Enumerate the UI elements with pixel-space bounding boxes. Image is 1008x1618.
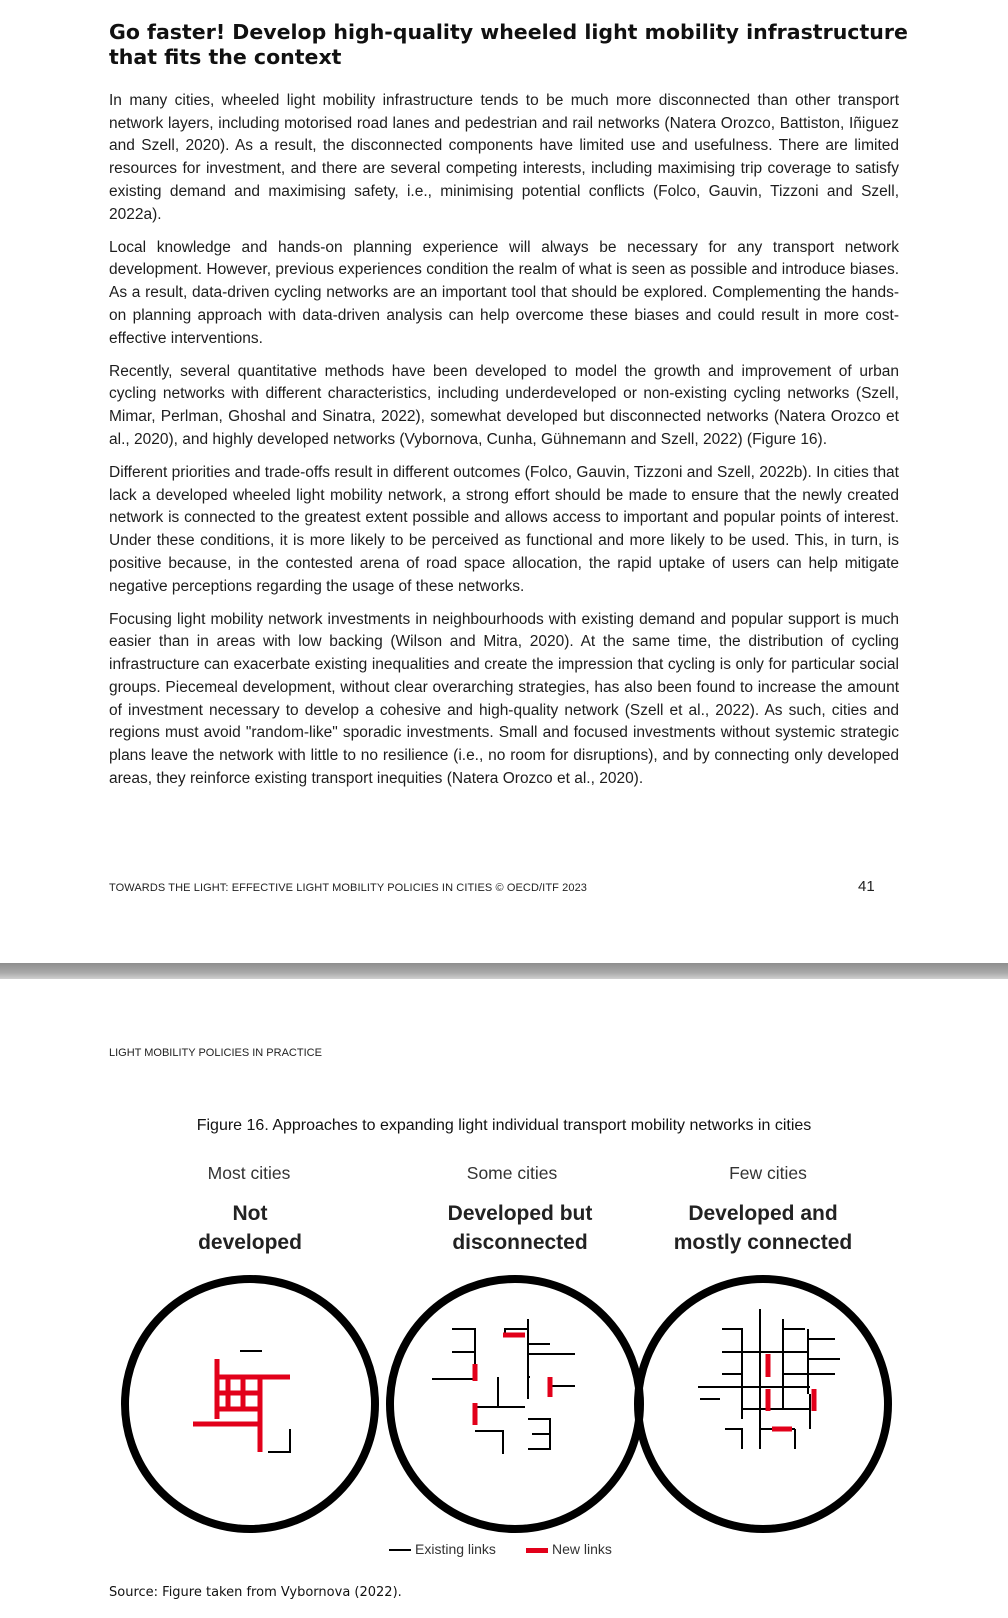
body-text <box>109 90 899 801</box>
section-heading: Go faster! Develop high-quality wheeled light mobility infrastructure that fits the context <box>109 20 908 69</box>
city-boundary <box>125 1279 375 1529</box>
legend-swatch-new <box>526 1548 548 1553</box>
column-title-line: disconnected <box>452 1231 588 1254</box>
column-label-some: Some cities <box>466 1163 558 1183</box>
paragraph: Different priorities and trade-offs result in different outcomes (Folco, Gauvin, Tizzoni and Szell, 2022b). In cities that lack a developed wheeled light mobility network, a strong effort should be made to ensure that the newly created network is connected to the greatest extent possible and allows access to important and popular points of interest. Under these conditions, it is more likely to be perceived as functional and more likely to be used. This, in turn, is positive because, in the contested arena of road space allocation, the rapid uptake of users can help mitigate negative perceptions regarding the usage of these networks. <box>109 464 899 595</box>
page-number: 41 <box>858 878 875 895</box>
panel-developed-connected <box>638 1279 888 1529</box>
panel-not-developed <box>125 1279 375 1529</box>
page-footer: TOWARDS THE LIGHT: EFFECTIVE LIGHT MOBILITY POLICIES IN CITIES © OECD/ITF 2023 <box>109 882 588 894</box>
legend-label: Existing links <box>415 1541 496 1557</box>
column-title-line: Not <box>232 1202 268 1225</box>
column-title-line: mostly connected <box>673 1231 853 1254</box>
running-header: LIGHT MOBILITY POLICIES IN PRACTICE <box>109 1047 322 1059</box>
page-42 <box>0 979 1008 1618</box>
new-links <box>475 1335 550 1425</box>
page-divider <box>0 963 1008 979</box>
column-title-line: developed <box>198 1231 302 1254</box>
city-boundary <box>638 1279 888 1529</box>
paragraph: Focusing light mobility network investments in neighbourhoods with existing demand and popular support is much easier than in areas with low backing (Wilson and Mitra, 2020). At the same time, the distribution of cycling infrastructure can exacerbate existing inequalities and create the impression that cycling is only for particular social groups. Piecemeal development, without clear overarching strategies, has also been found to increase the amount of investment necessary to develop a cohesive and high-quality network (Szell et al., 2022). As such, cities and regions must avoid "random-like" sporadic investments. Small and focused investments without systemic strategic plans leave the network with little to no resilience (i.e., no room for disruptions), and by connecting only developed areas, they reinforce existing transport inequities (Natera Orozco et al., 2020). <box>109 610 899 787</box>
figure-source: Source: Figure taken from Vybornova (2022). <box>109 1585 402 1600</box>
column-title-line: Developed but <box>447 1202 593 1225</box>
existing-links <box>432 1319 575 1454</box>
column-label-most: Most cities <box>207 1163 291 1183</box>
figure-caption: Figure 16. Approaches to expanding light individual transport mobility networks in cities <box>196 1117 812 1134</box>
new-links <box>193 1359 290 1452</box>
network-diagram <box>0 979 1008 1539</box>
city-boundary <box>390 1279 640 1529</box>
column-title-line: Developed and <box>688 1202 838 1225</box>
panel-developed-disconnected <box>390 1279 640 1529</box>
existing-links <box>698 1309 840 1449</box>
legend-new <box>526 1541 612 1557</box>
paragraph: Local knowledge and hands-on planning experience will always be necessary for any transport network development. However, previous experiences condition the realm of what is seen as possible and introduce biases. As a result, data-driven cycling networks are an important tool that should be explored. Complementing the hands-on planning approach with data-driven analysis can help overcome these biases and could result in more cost-effective interventions. <box>109 238 899 347</box>
legend-existing <box>389 1541 496 1557</box>
paragraph: In many cities, wheeled light mobility infrastructure tends to be much more disconnected than other transport network layers, including motorised road lanes and pedestrian and rail networks (Natera Orozco, Battiston, Iñiguez and Szell, 2020). As a result, the disconnected components have limited use and usefulness. There are limited resources for investment, and there are several competing interests, including maximising trip coverage to satisfy existing demand and maximising safety, i.e., minimising potential conflicts (Folco, Gauvin, Tizzoni and Szell, 2022a). <box>109 92 899 223</box>
legend-swatch-existing <box>389 1549 411 1551</box>
legend-label: New links <box>552 1541 612 1557</box>
existing-links <box>240 1351 290 1452</box>
paragraph: Recently, several quantitative methods have been developed to model the growth and improvement of urban cycling networks with different characteristics, including underdeveloped or non-existing cycling networks (Szell, Mimar, Perlman, Ghoshal and Sinatra, 2022), somewhat developed but disconnected networks (Natera Orozco et al., 2020), and highly developed networks (Vybornova, Cunha, Gühnemann and Szell, 2022) (Figure 16). <box>109 362 899 448</box>
column-label-few: Few cities <box>729 1163 807 1183</box>
